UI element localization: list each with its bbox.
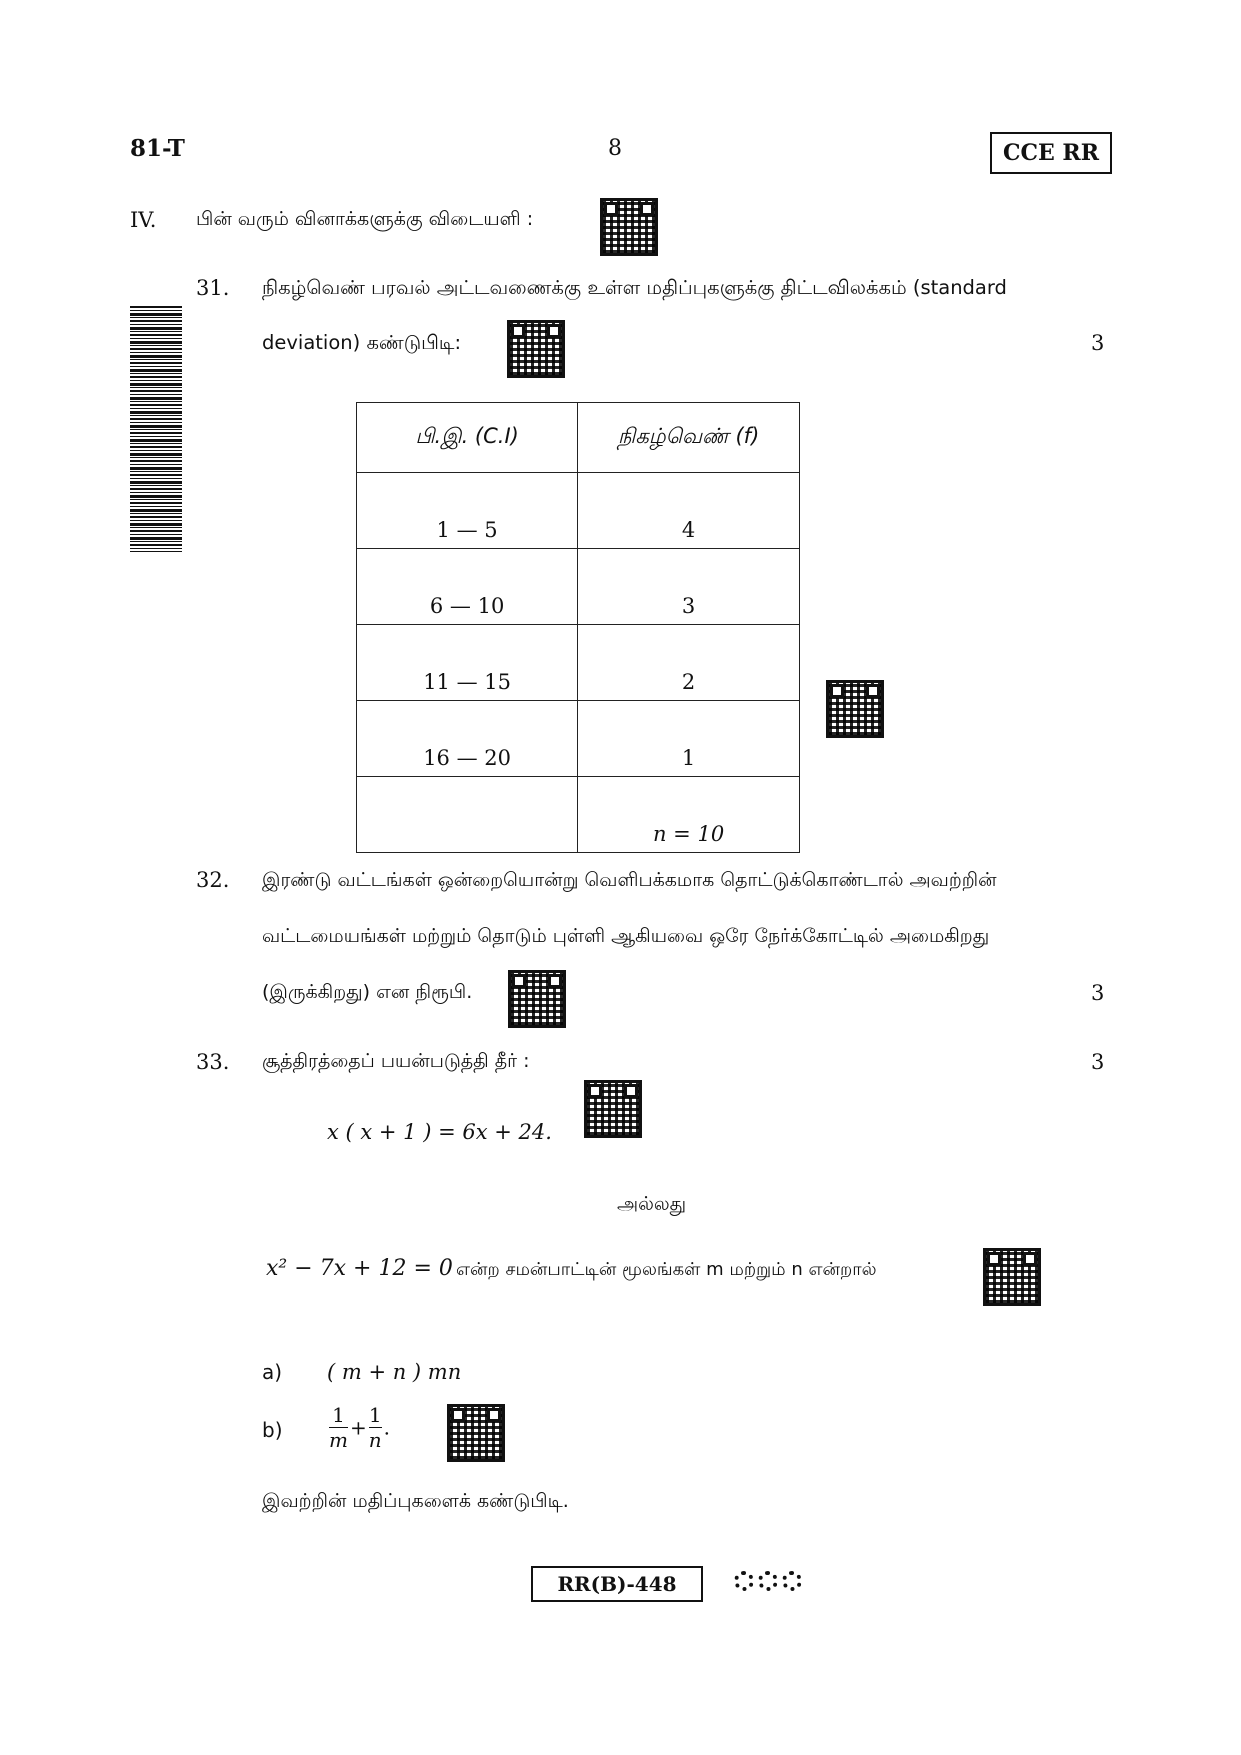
q33-alt-text: என்ற சமன்பாட்டின் மூலங்கள் m மற்றும் n என்றால் xyxy=(456,1259,877,1280)
part-a-label: a) xyxy=(262,1360,283,1384)
table-header-cell: பி.இ. (C.I) xyxy=(357,403,578,473)
fraction-denominator: m xyxy=(329,1428,348,1452)
table-row xyxy=(357,549,800,625)
flower-icon xyxy=(782,1571,802,1591)
q31-text-line2: deviation) கண்டுபிடி: xyxy=(262,331,462,354)
table-cell: 1 xyxy=(578,701,800,777)
plus-sign: + xyxy=(349,1415,367,1440)
fraction-denominator: n xyxy=(368,1428,382,1452)
table-cell: 11 — 15 xyxy=(357,625,578,701)
q33-alt-equation: x² − 7x + 12 = 0 xyxy=(266,1256,453,1281)
frequency-table xyxy=(356,402,800,853)
qr-code-table xyxy=(826,680,884,738)
table-header-row xyxy=(357,403,800,473)
q32-text-line3: (இருக்கிறது) என நிரூபி. xyxy=(262,981,473,1003)
fraction-1-over-m xyxy=(329,1403,348,1452)
footer-flower-ornaments xyxy=(734,1571,806,1595)
fraction-numerator: 1 xyxy=(368,1403,382,1427)
table-cell: 2 xyxy=(578,625,800,701)
qr-code-q33-alt xyxy=(983,1248,1041,1306)
qr-code-q33 xyxy=(584,1080,642,1138)
q33-equation: x ( x + 1 ) = 6x + 24. xyxy=(327,1120,552,1144)
table-cell: 1 — 5 xyxy=(357,473,578,549)
q33-number: 33. xyxy=(196,1050,230,1074)
table-cell xyxy=(357,777,578,853)
qr-code-section xyxy=(600,198,658,256)
table-row xyxy=(357,625,800,701)
q31-text-line1: நிகழ்வெண் பரவல் அட்டவணைக்கு உள்ள மதிப்புகளுக்கு திட்டவிலக்கம் (standard xyxy=(262,276,1007,299)
part-a-expression: ( m + n ) mn xyxy=(327,1360,462,1384)
table-cell: 4 xyxy=(578,473,800,549)
table-cell: 6 — 10 xyxy=(357,549,578,625)
table-cell: 16 — 20 xyxy=(357,701,578,777)
q31-number: 31. xyxy=(196,276,230,300)
table-header-cell: நிகழ்வெண் (f) xyxy=(578,403,800,473)
series-box: CCE RR xyxy=(990,132,1112,174)
fraction-numerator: 1 xyxy=(332,1403,345,1427)
q32-text-line2: வட்டமையங்கள் மற்றும் தொடும் புள்ளி ஆகியவை ஒரே நேர்க்கோட்டில் அமைகிறது xyxy=(262,925,990,947)
table-row xyxy=(357,473,800,549)
part-b-label: b) xyxy=(262,1418,283,1442)
qr-code-q32 xyxy=(508,970,566,1028)
section-instruction: பின் வரும் வினாக்களுக்கு விடையளி : xyxy=(196,208,534,230)
flower-icon xyxy=(734,1571,754,1591)
qr-code-part-b xyxy=(447,1404,505,1462)
flower-icon xyxy=(758,1571,778,1591)
table-row xyxy=(357,777,800,853)
barcode-strip xyxy=(130,306,182,552)
table-row xyxy=(357,701,800,777)
q32-text-line1: இரண்டு வட்டங்கள் ஒன்றையொன்று வெளிபக்கமாக தொட்டுக்கொண்டால் அவற்றின் xyxy=(262,869,997,891)
q31-marks: 3 xyxy=(1091,331,1105,355)
part-b-expression xyxy=(327,1403,390,1452)
table-cell: n = 10 xyxy=(578,777,800,853)
table-cell: 3 xyxy=(578,549,800,625)
q32-number: 32. xyxy=(196,868,230,892)
q33-final-text: இவற்றின் மதிப்புகளைக் கண்டுபிடி. xyxy=(262,1490,569,1512)
paper-code: 81-T xyxy=(130,135,185,162)
footer-code-box: RR(B)-448 xyxy=(531,1566,703,1602)
fraction-1-over-n xyxy=(369,1403,382,1452)
page-number: 8 xyxy=(608,136,622,161)
q32-marks: 3 xyxy=(1091,981,1105,1005)
period: . xyxy=(383,1415,390,1440)
q33-text: சூத்திரத்தைப் பயன்படுத்தி தீர் : xyxy=(262,1050,530,1072)
q33-marks: 3 xyxy=(1091,1050,1105,1074)
or-divider-text: அல்லது xyxy=(617,1193,687,1215)
section-numeral: IV. xyxy=(130,208,157,232)
qr-code-q31 xyxy=(507,320,565,378)
